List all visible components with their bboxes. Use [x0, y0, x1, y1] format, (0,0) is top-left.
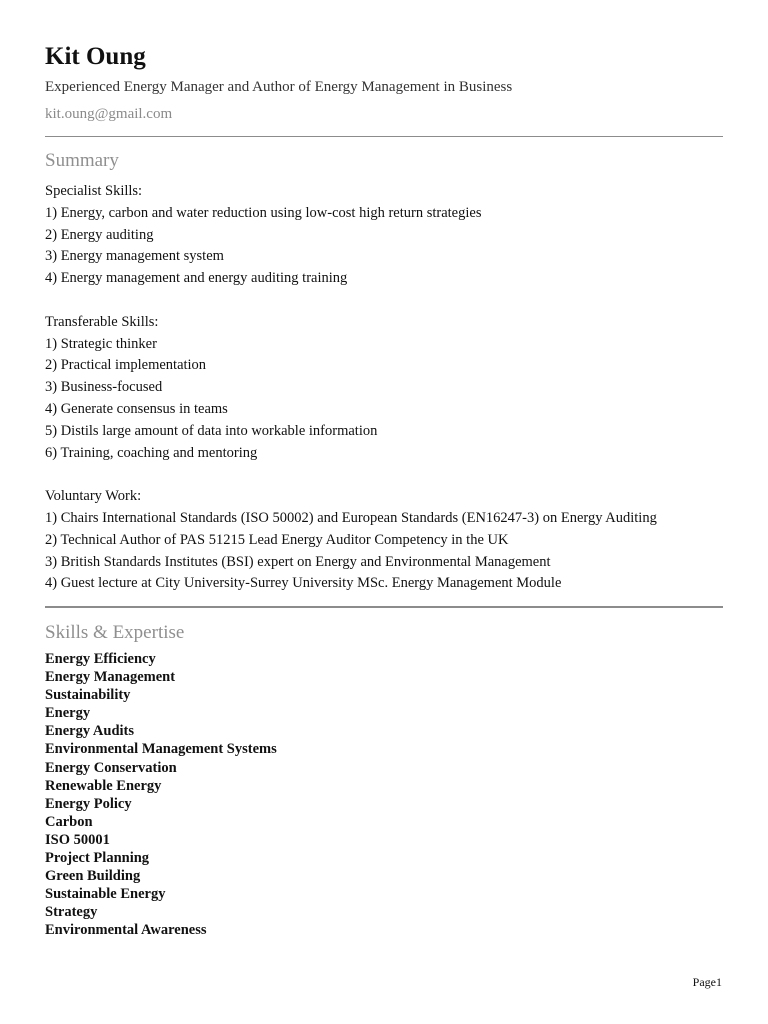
- voluntary-work-item: 3) British Standards Institutes (BSI) expert on Energy and Environmental Management: [45, 553, 551, 570]
- skills-list: [45, 650, 277, 940]
- transferable-skill-item: 3) Business-focused: [45, 379, 163, 396]
- specialist-skill-item: 3) Energy management system: [45, 248, 224, 265]
- paragraph-gap: [45, 290, 723, 312]
- skill-item: Green Building: [45, 868, 141, 885]
- page-number: Page1: [692, 975, 722, 989]
- skill-item: Sustainability: [45, 687, 131, 704]
- skill-item: Energy Policy: [45, 795, 132, 812]
- skill-item: Sustainable Energy: [45, 886, 166, 903]
- transferable-skill-item: 5) Distils large amount of data into workable information: [45, 422, 378, 439]
- section-divider: [45, 606, 723, 608]
- skill-item: Renewable Energy: [45, 777, 162, 794]
- profile-email: kit.oung@gmail.com: [45, 106, 173, 122]
- skill-item: Energy Management: [45, 669, 176, 686]
- voluntary-work-heading: Voluntary Work:: [45, 488, 142, 505]
- transferable-skill-item: 1) Strategic thinker: [45, 335, 157, 352]
- section-divider: [45, 136, 723, 137]
- specialist-skills-heading: Specialist Skills:: [45, 183, 143, 199]
- transferable-skills-heading: Transferable Skills:: [45, 313, 159, 330]
- skill-item: Energy Conservation: [45, 759, 177, 776]
- profile-headline: Experienced Energy Manager and Author of Energy Management in Business: [45, 79, 513, 95]
- skill-item: Carbon: [45, 813, 93, 830]
- skill-item: Energy Efficiency: [45, 651, 156, 667]
- skills-heading: Skills & Expertise: [45, 622, 185, 643]
- skill-item: Project Planning: [45, 850, 150, 867]
- paragraph-gap: [45, 464, 723, 486]
- profile-name: Kit Oung: [45, 43, 146, 70]
- skill-item: Energy Audits: [45, 723, 135, 740]
- specialist-skill-item: 1) Energy, carbon and water reduction using low-cost high return strategies: [45, 204, 482, 221]
- transferable-skill-item: 4) Generate consensus in teams: [45, 400, 228, 417]
- voluntary-work-item: 2) Technical Author of PAS 51215 Lead Energy Auditor Competency in the UK: [45, 531, 509, 548]
- skill-item: Environmental Awareness: [45, 922, 207, 939]
- voluntary-work-item: 1) Chairs International Standards (ISO 50002) and European Standards (EN16247-3) on Energy Auditing: [45, 509, 657, 526]
- specialist-skill-item: 2) Energy auditing: [45, 226, 154, 243]
- summary-heading: Summary: [45, 150, 119, 171]
- skill-item: Strategy: [45, 904, 98, 921]
- skill-item: Environmental Management Systems: [45, 741, 277, 758]
- skill-item: ISO 50001: [45, 831, 110, 848]
- transferable-skill-item: 2) Practical implementation: [45, 357, 207, 374]
- voluntary-work-item: 4) Guest lecture at City University-Surrey University MSc. Energy Management Module: [45, 575, 562, 592]
- specialist-skill-item: 4) Energy management and energy auditing training: [45, 270, 348, 287]
- transferable-skill-item: 6) Training, coaching and mentoring: [45, 444, 258, 461]
- summary-body: [45, 181, 723, 595]
- skill-item: Energy: [45, 705, 91, 722]
